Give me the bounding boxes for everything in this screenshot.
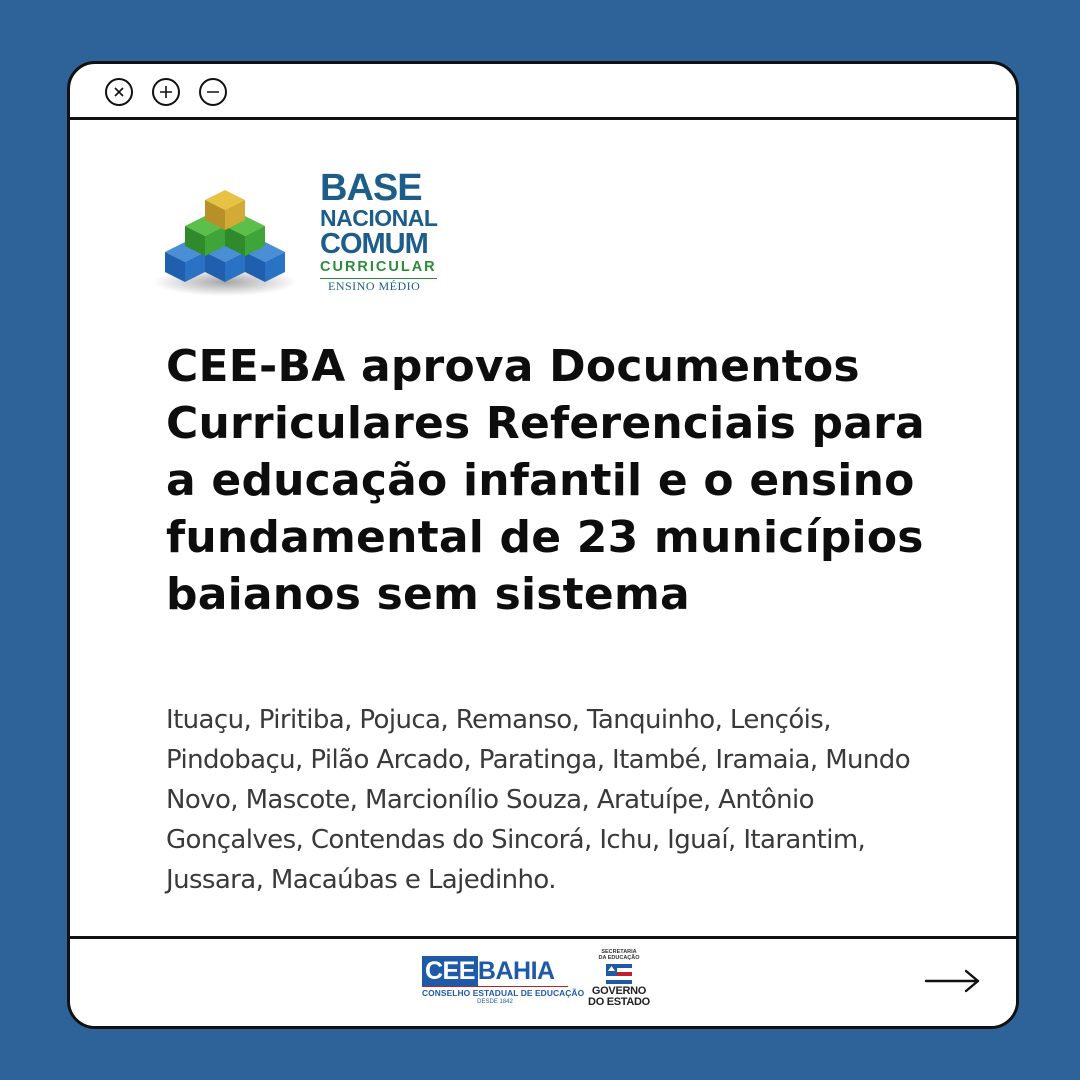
post-headline: CEE-BA aprova Documentos Curriculares Referenciais para a educação infantil e o ensino fundamental de 23 municípios baianos sem sistema — [166, 341, 925, 620]
cee-logo-since: DESDE 1842 — [477, 999, 513, 1005]
post-footer — [70, 936, 1016, 1026]
plus-icon[interactable] — [152, 78, 180, 106]
gov-name-2: DO ESTADO — [588, 996, 650, 1008]
brand-line: BASE — [320, 167, 422, 209]
post-window — [67, 61, 1019, 1029]
brand-line: COMUM — [320, 228, 428, 260]
arrow-right-icon[interactable] — [924, 966, 982, 996]
gov-name-1: GOVERNO — [591, 985, 647, 997]
cee-logo-part1: CEE — [422, 956, 478, 986]
brand-line: ENSINO MÉDIO — [320, 278, 437, 292]
brand-line: NACIONAL — [320, 205, 438, 231]
governo-bahia-logo — [584, 949, 654, 1021]
cee-logo-subtitle: CONSELHO ESTADUAL DE EDUCAÇÃO — [422, 988, 585, 998]
minus-icon[interactable] — [199, 78, 227, 106]
gov-secretaria-2: DA EDUCAÇÃO — [598, 955, 640, 961]
close-icon[interactable] — [105, 78, 133, 106]
gov-secretaria: SECRETARIA — [601, 949, 637, 955]
bncc-wordmark — [320, 169, 437, 292]
cee-logo-part2: BAHIA — [477, 957, 555, 985]
bahia-flag-icon — [606, 964, 632, 984]
post-content — [70, 120, 1016, 942]
municipalities-list: Ituaçu, Piritiba, Pojuca, Remanso, Tanquinho, Lençóis, Pindobaçu, Pilão Arcado, Paratinga, Itambé, Iramaia, Mundo Novo, Mascote, Marcionílio Souza, Aratuípe, Antônio Gonçalves, Contendas do Sincorá, Ichu, Iguaí, Itarantim, Jussara, Macaúbas e Lajedinho. — [166, 705, 911, 895]
cee-bahia-logo — [422, 957, 585, 1011]
window-titlebar — [70, 64, 1016, 120]
brand-line: CURRICULAR — [320, 259, 437, 275]
